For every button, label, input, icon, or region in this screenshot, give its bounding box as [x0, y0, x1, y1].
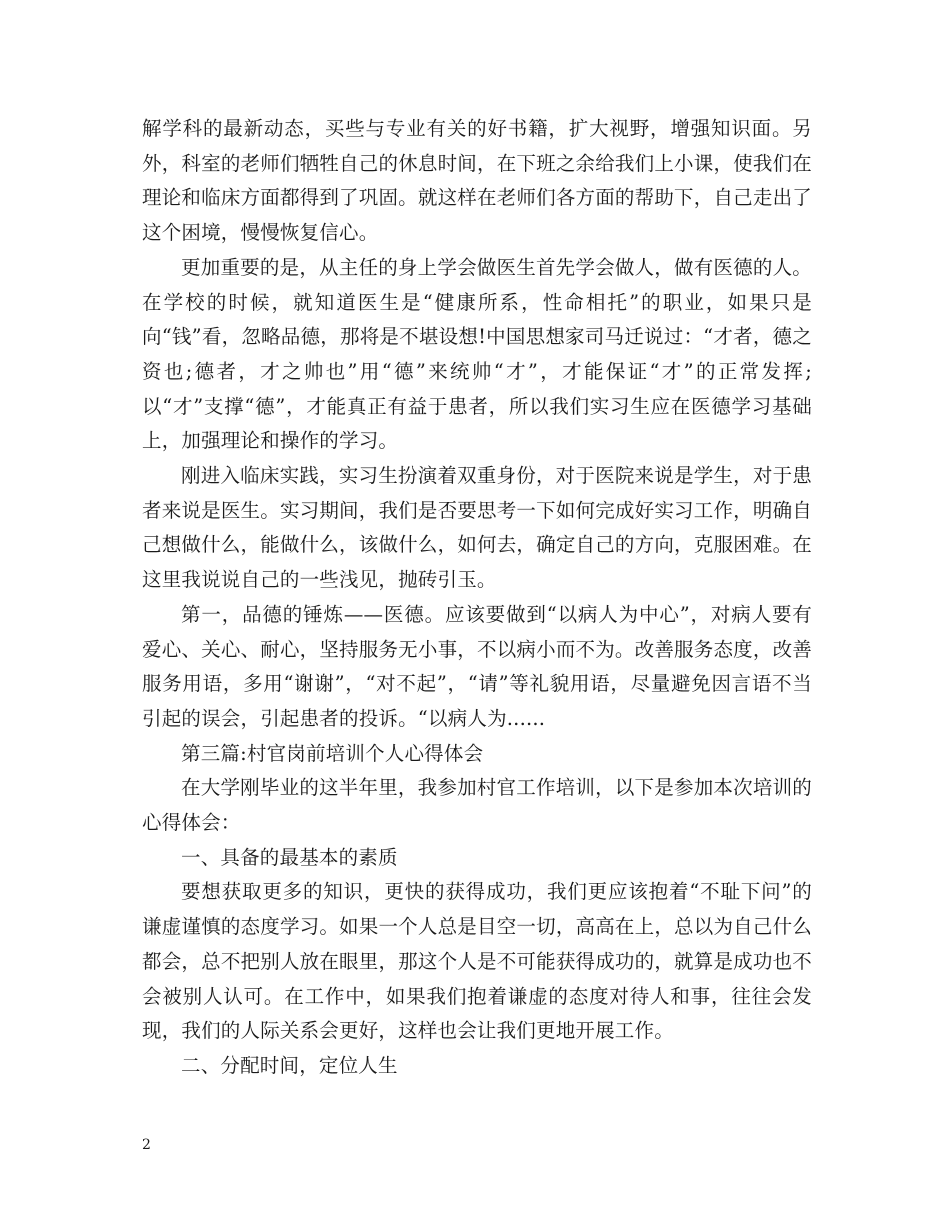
page-number: 2 — [142, 1137, 151, 1153]
section-heading-3: 第三篇:村官岗前培训个人心得体会 — [181, 741, 484, 765]
subheading-2: 二、分配时间，定位人生 — [181, 1053, 398, 1077]
document-body — [142, 112, 812, 1084]
paragraph-4: 第一，品德的锤炼——医德。应该要做到“以病人为中心”，对病人要有爱心、关心、耐心，坚持服务无小事，不以病小而不为。改善服务态度，改善服务用语，多用“谢谢”，“对不起”，“请”等礼貌用语，尽量避免因言语不当引起的误会，引起患者的投诉。“以病人为...... — [142, 602, 812, 730]
subheading-1: 一、具备的最基本的素质 — [181, 845, 398, 869]
paragraph-2: 更加重要的是，从主任的身上学会做医生首先学会做人，做有医德的人。在学校的时候，就知道医生是“健康所系，性命相托”的职业，如果只是向“钱”看，忽略品德，那将是不堪设想!中国思想家司马迁说过：“才者，德之资也;德者，才之帅也”用“德”来统帅“才”，才能保证“才”的正常发挥;以“才”支撑“德”，才能真正有益于患者，所以我们实习生应在医德学习基础上，加强理论和操作的学习。 — [142, 255, 812, 453]
paragraph-5: 在大学刚毕业的这半年里，我参加村官工作培训，以下是参加本次培训的心得体会： — [142, 776, 812, 835]
paragraph-1: 解学科的最新动态，买些与专业有关的好书籍，扩大视野，增强知识面。另外，科室的老师们牺牲自己的休息时间，在下班之余给我们上小课，使我们在理论和临床方面都得到了巩固。就这样在老师们各方面的帮助下，自己走出了这个困境，慢慢恢复信心。 — [142, 117, 812, 245]
paragraph-6: 要想获取更多的知识，更快的获得成功，我们更应该抱着“不耻下问”的谦虚谨慎的态度学习。如果一个人总是目空一切，高高在上，总以为自己什么都会，总不把别人放在眼里，那这个人是不可能获得成功的，就算是成功也不会被别人认可。在工作中，如果我们抱着谦虚的态度对待人和事，往往会发现，我们的人际关系会更好，这样也会让我们更地开展工作。 — [142, 880, 812, 1043]
paragraph-3: 刚进入临床实践，实习生扮演着双重身份，对于医院来说是学生，对于患者来说是医生。实习期间，我们是否要思考一下如何完成好实习工作，明确自己想做什么，能做什么，该做什么，如何去，确定自己的方向，克服困难。在这里我说说自己的一些浅见，抛砖引玉。 — [142, 464, 812, 592]
